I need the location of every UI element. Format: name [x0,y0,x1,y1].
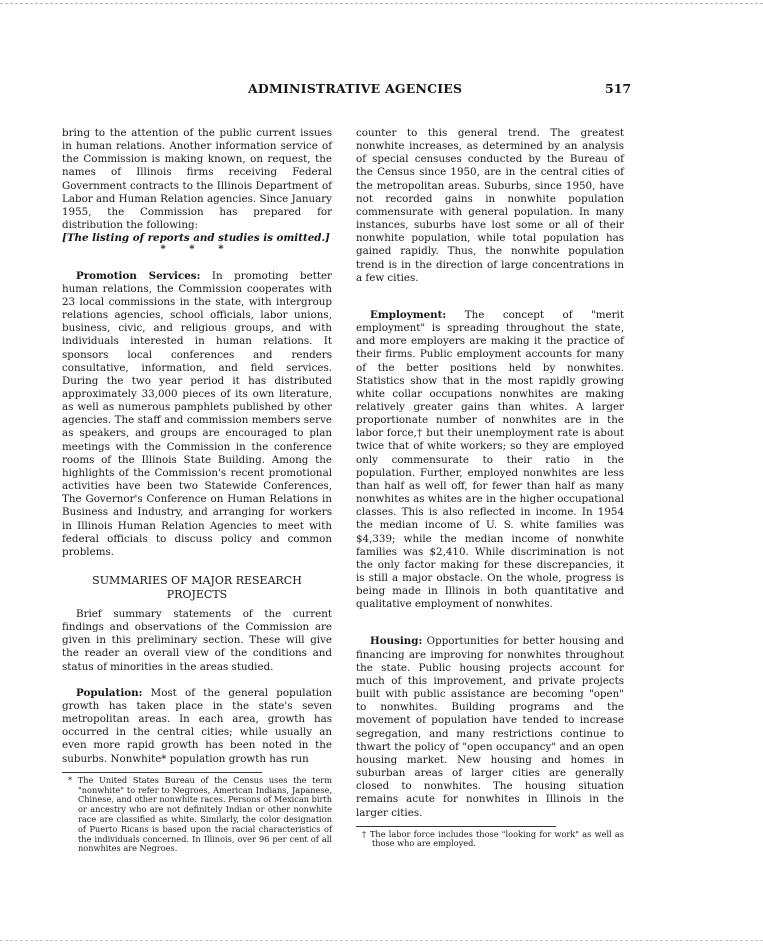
section-break-stars: * * * [160,243,234,256]
promotion-body: In promoting better human relations, the Commission cooperates with 23 local commissions in the state, with intergroup relations agencies, school officials, labor unions, business, civic, and religious groups, and with individuals interested in human relations. It sponsors local conferences and renders consultative, information, and field services. During the two year period it has distributed approximately 33,000 pieces of its own literature, as well as numerous pamphlets published by other agencies. The staff and commission members serve as speakers, and groups are encouraged to plan meetings with the Commission in the conference rooms of the Illinois State Building. Among the highlights of the Commission's recent promotional activities have been two Statewide Conferences, The Governor's Conference on Human Relations in Business and Industry, and arranging for workers in Illinois Human Relation Agencies to meet with federal officials to discuss policy and common problems. [62,269,332,558]
runin-heading-population: Population: [76,686,143,699]
paragraph-information-service: bring to the attention of the public current issues in human relations. Another information service of the Commission is making known, on request, the names of Illinois firms receiving Federal Government contracts to the Illinois Department of Labor and Human Relation agencies. Since January 1955, the Commission has prepared for distribution the following: [62,127,332,232]
employment-body: The concept of "merit employment" is spreading throughout the state, and more employers are making it the practice of their firms. Public employment accounts for many of the better positions held by nonwhites. Statistics show that in the most rapidly growing white collar occupations nonwhites are making relatively greater gains than whites. A larger proportionate number of nonwhites are in the labor force,† but their unemployment rate is about twice that of white workers; so they are employed only commensurate to their ratio in the population. Further, employed nonwhites are less than half as well off, for fewer than half as many nonwhites as whites are in the higher occupational classes. This is also reflected in income. In 1954 the median income of U. S. white families was $4,339; while the median income of nonwhite families was $2,410. While discrimination is not the only factor making for these discrepancies, it is still a major obstacle. On the whole, progress is being made in Illinois in both quantitative and qualitative employment of nonwhites. [356,308,624,611]
population-body: Most of the general population growth has taken place in the state's seven metropolitan areas. In each area, growth has occurred in the central cities; while usually an even more rapid growth has been noted in the suburbs. Nonwhite* population growth has run [62,686,332,765]
section-heading-summaries: SUMMARIES OF MAJOR RESEARCH PROJECTS [92,574,302,601]
footnote-labor-force [356,830,624,850]
runin-heading-housing: Housing: [370,635,423,648]
paragraph-employment [356,309,624,612]
footnote-nonwhite [62,776,332,854]
footnote-rule-right [356,826,556,827]
paragraph-housing [356,635,624,819]
housing-body: Opportunities for better housing and financing are improving for nonwhites throughout the state. Public housing projects account for much of this improvement, and private projects built with public assistance are becoming "open" to nonwhites. Building programs and the movement of population have tended to increase segregation, and many restrictions continue to thwart the policy of "open occupancy" and an open housing market. New housing and homes in suburban areas of larger cities are generally closed to nonwhites. The housing situation remains acute for nonwhites in Illinois in the larger cities. [356,635,624,819]
running-title: ADMINISTRATIVE AGENCIES [248,81,463,96]
paragraph-population [62,687,332,766]
paragraph-promotion-services [62,270,332,559]
page-number: 517 [605,81,632,96]
top-scan-border [0,3,763,4]
paragraph-population-continued: counter to this general trend. The greatest nonwhite increases, as determined by an analysis of special censuses conducted by the Bureau of the Census since 1950, are in the central cities of the metropolitan areas. Suburbs, since 1950, have not recorded gains in nonwhite population commensurate with general population. In many instances, suburbs have lost some or all of their nonwhite population, while total population has gained rapidly. Thus, the nonwhite population trend is in the direction of large concentrations in a few cities. [356,127,624,284]
bottom-scan-border [0,940,763,941]
footnote-nonwhite-text: * The United States Bureau of the Census uses the term "nonwhite" to refer to Negroes, American Indians, Japanese, Chinese, and other nonwhite races. Persons of Mexican birth or ancestry who are not definitely Indian or other nonwhite race are classified as white. Similarly, the color designation of Puerto Ricans is based upon the racial characteristics of the individuals concerned. In Illinois, over 96 per cent of all nonwhites are Negroes. [68,774,332,854]
omitted-note: [The listing of reports and studies is omitted.] [62,232,330,245]
left-column [62,127,332,854]
right-column [356,127,624,849]
runin-heading-employment: Employment: [370,308,447,321]
footnote-rule [62,772,262,773]
paragraph-summary: Brief summary statements of the current findings and observations of the Commission are given in this preliminary section. These will give the reader an overall view of the conditions and status of minorities in the areas studied. [62,608,332,673]
footnote-labor-force-text: † The labor force includes those "looking for work" as well as those who are employed. [362,828,624,849]
runin-heading-promotion: Promotion Services: [76,269,201,282]
